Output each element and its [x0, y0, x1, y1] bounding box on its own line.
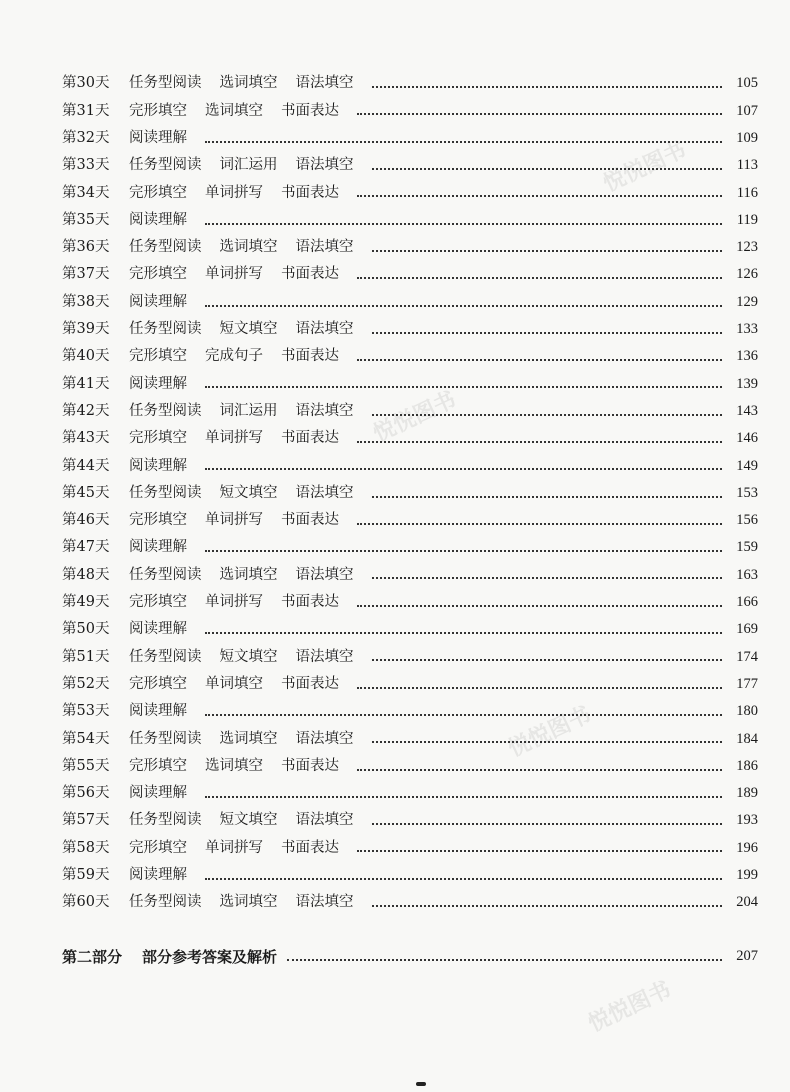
- toc-topic: 完形填空: [129, 594, 187, 611]
- toc-topics: [129, 677, 357, 692]
- toc-topic: 任务型阅读: [129, 239, 202, 256]
- toc-day: 第33天: [62, 157, 110, 174]
- toc-day: 第56天: [62, 785, 110, 802]
- toc-topic: 选词填空: [219, 566, 278, 583]
- toc-topic: 任务型阅读: [129, 484, 202, 501]
- toc-topic: 任务型阅读: [129, 321, 202, 338]
- toc-topic: 短文填空: [219, 321, 278, 338]
- toc-topic: 单词拼写: [205, 266, 263, 283]
- dot-leader: [372, 413, 723, 416]
- watermark: 悦悦图书: [504, 702, 596, 763]
- page-number: 119: [736, 211, 758, 228]
- toc-entry[interactable]: [62, 589, 758, 616]
- page-number: 207: [736, 947, 758, 964]
- page-number: 113: [736, 157, 758, 174]
- toc-topics: [129, 813, 372, 828]
- toc-day: 第57天: [62, 812, 110, 829]
- toc-topics: [129, 513, 357, 528]
- page-number: 116: [736, 184, 758, 201]
- dot-leader: [372, 85, 723, 88]
- toc-topic: 完形填空: [129, 430, 187, 447]
- toc-entry[interactable]: [62, 398, 758, 425]
- dot-leader: [205, 631, 722, 634]
- part-two-heading[interactable]: [62, 942, 758, 970]
- toc-entry[interactable]: [62, 889, 758, 916]
- table-of-contents: [62, 70, 758, 916]
- toc-topics: [129, 786, 205, 801]
- toc-day: 第60天: [62, 894, 110, 911]
- toc-day: 第48天: [62, 566, 110, 583]
- dot-leader: [372, 740, 723, 743]
- toc-topics: [129, 158, 372, 173]
- toc-topic: 任务型阅读: [129, 730, 202, 747]
- dot-leader: [205, 549, 722, 552]
- toc-entry[interactable]: [62, 97, 758, 124]
- toc-topic: 阅读理解: [129, 785, 187, 802]
- toc-entry[interactable]: [62, 671, 758, 698]
- dot-leader: [205, 877, 722, 880]
- toc-topic: 单词拼写: [205, 512, 263, 529]
- toc-topics: [129, 240, 372, 255]
- toc-topics: [129, 868, 205, 883]
- part-title: 部分参考答案及解析: [142, 947, 278, 966]
- toc-topic: 任务型阅读: [129, 75, 202, 92]
- toc-day: 第30天: [62, 75, 110, 92]
- toc-topic: 短文填空: [219, 648, 278, 665]
- toc-day: 第54天: [62, 730, 110, 747]
- toc-topic: 书面表达: [281, 184, 339, 201]
- toc-day: 第50天: [62, 621, 110, 638]
- page-footer-mark: [416, 1082, 426, 1086]
- toc-day: 第36天: [62, 239, 110, 256]
- toc-entry[interactable]: [62, 807, 758, 834]
- toc-topics: [129, 650, 372, 665]
- toc-topics: [129, 213, 205, 228]
- page-number: 174: [736, 648, 758, 665]
- part-label: 第二部分: [62, 947, 123, 966]
- toc-topic: 语法填空: [295, 157, 354, 174]
- watermark: 悦悦图书: [584, 977, 676, 1038]
- toc-entry[interactable]: [62, 316, 758, 343]
- toc-day: 第32天: [62, 129, 110, 146]
- toc-topic: 选词填空: [205, 102, 263, 119]
- toc-topics: [129, 295, 205, 310]
- toc-topic: 语法填空: [295, 566, 354, 583]
- toc-entry[interactable]: [62, 780, 758, 807]
- toc-topic: 单词拼写: [205, 594, 263, 611]
- page-number: 184: [736, 730, 758, 747]
- toc-topic: 单词拼写: [205, 430, 263, 447]
- toc-topic: 书面表达: [281, 102, 339, 119]
- page-number: 189: [736, 785, 758, 802]
- toc-topic: 阅读理解: [129, 867, 187, 883]
- dot-leader: [372, 495, 723, 498]
- dot-leader: [372, 658, 723, 661]
- toc-topic: 选词填空: [219, 730, 278, 747]
- toc-topics: [129, 841, 357, 856]
- toc-topic: 语法填空: [295, 402, 354, 419]
- dot-leader: [357, 358, 722, 361]
- toc-topic: 阅读理解: [129, 129, 187, 146]
- toc-day: 第53天: [62, 703, 110, 720]
- toc-topic: 任务型阅读: [129, 157, 202, 174]
- toc-day: 第58天: [62, 839, 110, 856]
- toc-topic: 选词填空: [219, 75, 278, 92]
- toc-topic: 阅读理解: [129, 539, 187, 556]
- toc-topics: [129, 895, 372, 910]
- dot-leader: [357, 112, 722, 115]
- toc-topic: 完形填空: [129, 839, 187, 856]
- toc-topics: [129, 540, 205, 555]
- toc-entry[interactable]: [62, 698, 758, 725]
- toc-entry[interactable]: [62, 288, 758, 315]
- toc-entry[interactable]: [62, 534, 758, 561]
- page-number: 133: [736, 321, 758, 338]
- toc-topic: 书面表达: [281, 512, 339, 529]
- dot-leader: [205, 304, 722, 307]
- toc-topics: [129, 704, 205, 719]
- toc-topics: [129, 131, 205, 146]
- toc-topics: [129, 622, 205, 637]
- toc-entry[interactable]: [62, 343, 758, 370]
- page-number: 123: [736, 239, 758, 256]
- dot-leader: [357, 276, 722, 279]
- dot-leader: [205, 385, 722, 388]
- toc-topic: 书面表达: [281, 348, 339, 365]
- toc-day: 第34天: [62, 184, 110, 201]
- toc-entry[interactable]: [62, 479, 758, 506]
- dot-leader: [205, 467, 722, 470]
- toc-entry[interactable]: [62, 643, 758, 670]
- toc-topic: 阅读理解: [129, 621, 187, 638]
- toc-topic: 语法填空: [295, 730, 354, 747]
- dot-leader: [357, 522, 722, 525]
- toc-day: 第51天: [62, 648, 110, 665]
- page-number: 139: [736, 375, 758, 392]
- dot-leader: [357, 604, 722, 607]
- toc-topic: 语法填空: [295, 321, 354, 338]
- toc-topic: 完形填空: [129, 512, 187, 529]
- toc-day: 第52天: [62, 675, 110, 692]
- toc-topic: 语法填空: [295, 75, 354, 92]
- page-number: 105: [736, 75, 758, 92]
- toc-topic: 任务型阅读: [129, 812, 202, 829]
- toc-day: 第41天: [62, 375, 110, 392]
- toc-topic: 单词填空: [205, 675, 263, 692]
- toc-day: 第35天: [62, 211, 110, 228]
- toc-topic: 书面表达: [281, 675, 339, 692]
- toc-day: 第38天: [62, 293, 110, 310]
- toc-entry[interactable]: [62, 452, 758, 479]
- page-number: 136: [736, 348, 758, 365]
- toc-entry[interactable]: [62, 70, 758, 97]
- toc-day: 第47天: [62, 539, 110, 556]
- toc-day: 第55天: [62, 757, 110, 774]
- toc-entry[interactable]: [62, 752, 758, 779]
- toc-topic: 语法填空: [295, 239, 354, 256]
- toc-topic: 完形填空: [129, 266, 187, 283]
- dot-leader: [372, 822, 723, 825]
- dot-leader: [357, 440, 722, 443]
- page-number: 199: [736, 867, 758, 883]
- toc-topic: 词汇运用: [219, 157, 278, 174]
- toc-topic: 单词拼写: [205, 839, 263, 856]
- page-number: 146: [736, 430, 758, 447]
- dot-leader: [357, 849, 722, 852]
- toc-topics: [129, 568, 372, 583]
- toc-topic: 完形填空: [129, 348, 187, 365]
- page-number: 204: [736, 894, 758, 911]
- toc-topic: 语法填空: [295, 894, 354, 911]
- page-number: 107: [736, 102, 758, 119]
- page-number: 156: [736, 512, 758, 529]
- toc-topic: 选词填空: [219, 894, 278, 911]
- page-number: 177: [736, 675, 758, 692]
- toc-topic: 阅读理解: [129, 703, 187, 720]
- toc-day: 第42天: [62, 402, 110, 419]
- toc-topics: [129, 377, 205, 392]
- toc-topic: 完形填空: [129, 184, 187, 201]
- toc-entry[interactable]: [62, 125, 758, 152]
- page-number: 186: [736, 757, 758, 774]
- toc-topic: 完形填空: [129, 675, 187, 692]
- toc-topics: [129, 104, 357, 119]
- toc-entry[interactable]: [62, 179, 758, 206]
- toc-topic: 阅读理解: [129, 211, 187, 228]
- toc-day: 第39天: [62, 321, 110, 338]
- toc-topic: 任务型阅读: [129, 566, 202, 583]
- toc-day: 第40天: [62, 348, 110, 365]
- toc-topic: 单词拼写: [205, 184, 263, 201]
- page-number: 143: [736, 402, 758, 419]
- dot-leader: [205, 713, 722, 716]
- dot-leader: [372, 576, 723, 579]
- toc-topics: [129, 76, 372, 91]
- toc-topic: 完成句子: [205, 348, 263, 365]
- dot-leader: [372, 249, 723, 252]
- toc-entry[interactable]: [62, 206, 758, 233]
- dot-leader: [372, 904, 723, 907]
- page-number: 153: [736, 484, 758, 501]
- toc-topic: 词汇运用: [219, 402, 278, 419]
- toc-topic: 完形填空: [129, 757, 187, 774]
- toc-topics: [129, 595, 357, 610]
- page-number: 149: [736, 457, 758, 474]
- toc-topic: 阅读理解: [129, 293, 187, 310]
- dot-leader: [372, 167, 723, 170]
- page-number: 166: [736, 594, 758, 611]
- page-number: 129: [736, 293, 758, 310]
- toc-topic: 任务型阅读: [129, 648, 202, 665]
- toc-day: 第43天: [62, 430, 110, 447]
- dot-leader: [357, 768, 722, 771]
- toc-entry[interactable]: [62, 507, 758, 534]
- dot-leader: [372, 331, 723, 334]
- toc-topics: [129, 349, 357, 364]
- toc-entry[interactable]: [62, 425, 758, 452]
- toc-topic: 短文填空: [219, 484, 278, 501]
- page-number: 163: [736, 566, 758, 583]
- page-number: 159: [736, 539, 758, 556]
- page-number: 109: [736, 129, 758, 146]
- watermark: 悦悦图书: [599, 137, 691, 198]
- toc-topic: 书面表达: [281, 757, 339, 774]
- toc-entry[interactable]: [62, 862, 758, 889]
- toc-topic: 任务型阅读: [129, 894, 202, 911]
- toc-entry[interactable]: [62, 261, 758, 288]
- dot-leader: [205, 795, 722, 798]
- toc-topics: [129, 267, 357, 282]
- toc-entry[interactable]: [62, 561, 758, 588]
- dot-leader: [205, 140, 722, 143]
- dot-leader: [357, 686, 722, 689]
- toc-entry[interactable]: [62, 370, 758, 397]
- page-number: 126: [736, 266, 758, 283]
- toc-day: 第49天: [62, 594, 110, 611]
- toc-topics: [129, 459, 205, 474]
- toc-topic: 阅读理解: [129, 457, 187, 474]
- toc-topic: 书面表达: [281, 266, 339, 283]
- toc-topics: [129, 404, 372, 419]
- toc-topics: [129, 431, 357, 446]
- toc-entry[interactable]: [62, 152, 758, 179]
- toc-entry[interactable]: [62, 234, 758, 261]
- toc-day: 第45天: [62, 484, 110, 501]
- toc-topic: 语法填空: [295, 648, 354, 665]
- page-number: 193: [736, 812, 758, 829]
- page-number: 196: [736, 839, 758, 856]
- toc-topic: 书面表达: [281, 839, 339, 856]
- dot-leader: [357, 194, 722, 197]
- toc-topic: 选词填空: [219, 239, 278, 256]
- toc-topic: 书面表达: [281, 430, 339, 447]
- toc-day: 第46天: [62, 512, 110, 529]
- toc-topics: [129, 759, 357, 774]
- toc-day: 第44天: [62, 457, 110, 474]
- page-number: 180: [736, 703, 758, 720]
- watermark: 悦悦图书: [369, 387, 461, 448]
- toc-topics: [129, 486, 372, 501]
- dot-leader: [287, 958, 722, 961]
- toc-day: 第37天: [62, 266, 110, 283]
- toc-topic: 选词填空: [205, 757, 263, 774]
- toc-topic: 阅读理解: [129, 375, 187, 392]
- toc-entry[interactable]: [62, 725, 758, 752]
- toc-topics: [129, 732, 372, 747]
- dot-leader: [205, 222, 722, 225]
- toc-entry[interactable]: [62, 616, 758, 643]
- toc-topics: [129, 186, 357, 201]
- toc-entry[interactable]: [62, 834, 758, 861]
- toc-topic: 语法填空: [295, 812, 354, 829]
- toc-day: 第31天: [62, 102, 110, 119]
- toc-topic: 书面表达: [281, 594, 339, 611]
- toc-topic: 短文填空: [219, 812, 278, 829]
- toc-topic: 任务型阅读: [129, 402, 202, 419]
- toc-topic: 语法填空: [295, 484, 354, 501]
- toc-topic: 完形填空: [129, 102, 187, 119]
- page-number: 169: [736, 621, 758, 638]
- toc-day: 第59天: [62, 867, 110, 883]
- toc-topics: [129, 322, 372, 337]
